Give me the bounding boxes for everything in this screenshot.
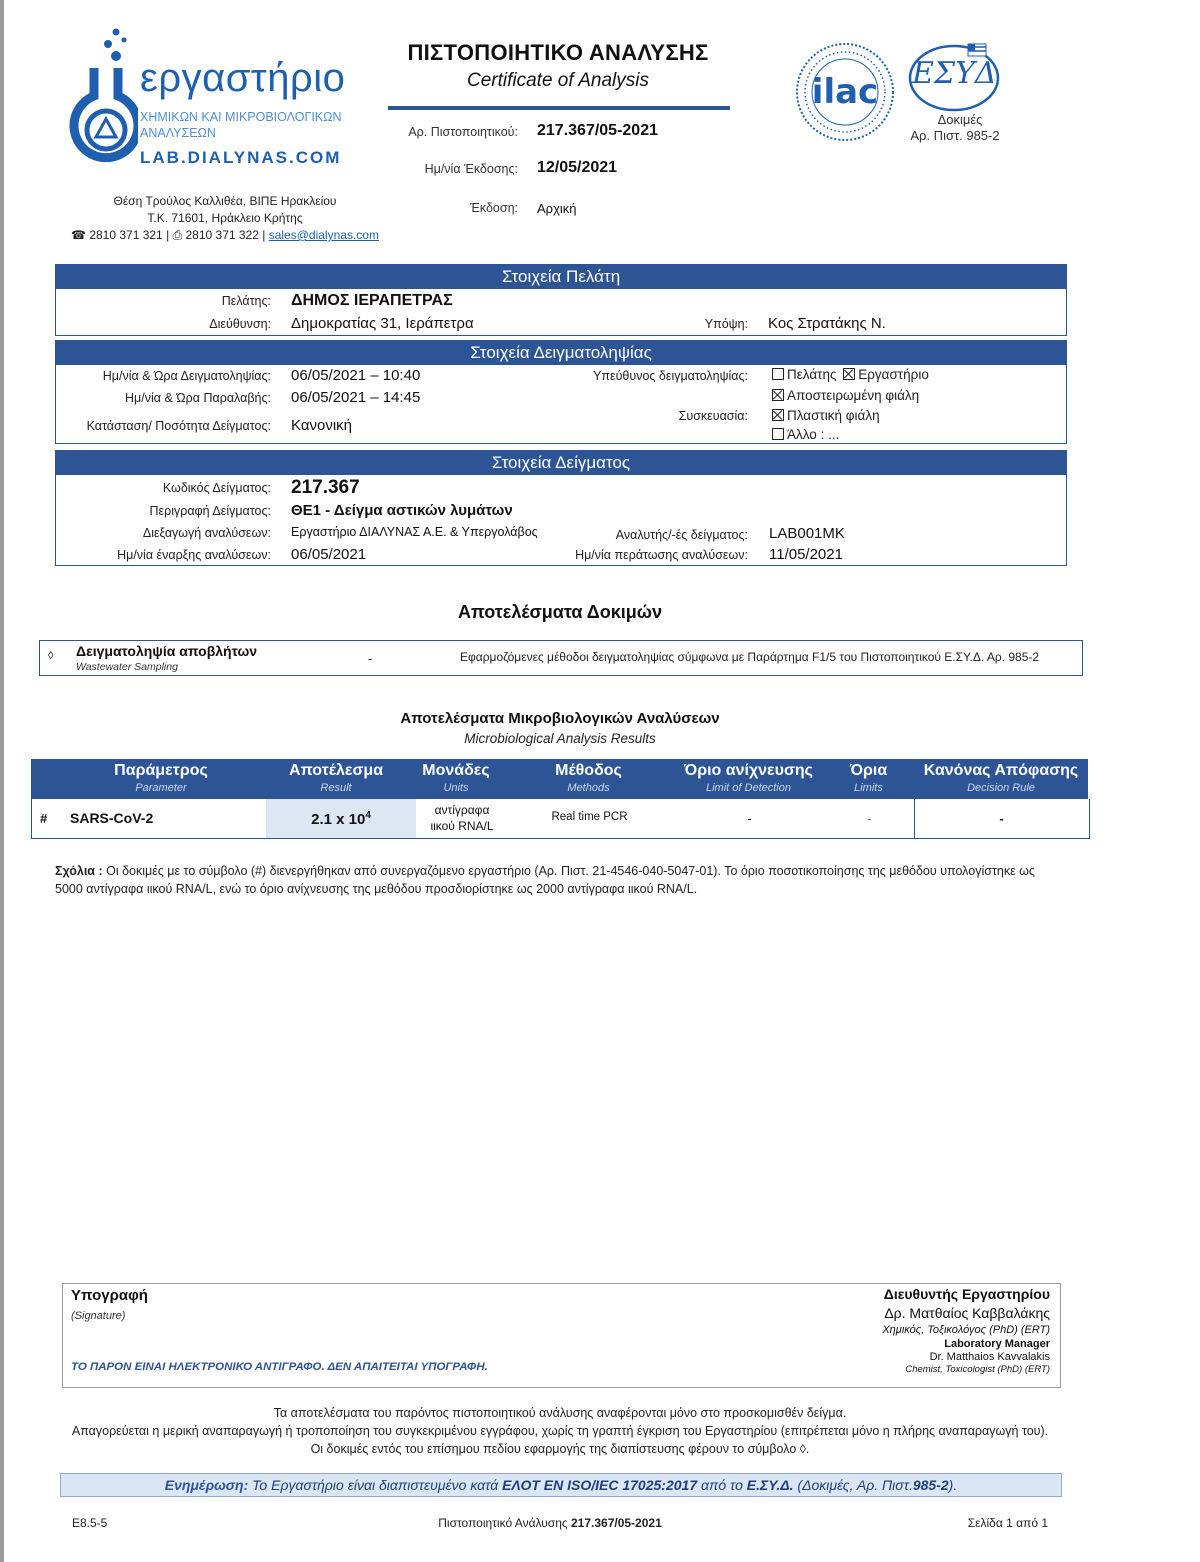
- esyd-logo: [908, 42, 1004, 112]
- footer-center-number: 217.367/05-2021: [571, 1516, 662, 1530]
- attention-label: Υπόψη:: [704, 317, 748, 331]
- esyd-text: ΕΣΥΔ: [912, 56, 997, 91]
- sterile-option: [772, 388, 919, 403]
- signatory-name-en: Dr. Matthaios Kavvalakis: [929, 1351, 1050, 1363]
- sampling-result-row: [39, 640, 1083, 676]
- condition-label: Κατάσταση/ Ποσότητα Δείγματος:: [86, 419, 271, 433]
- lab-logo: [58, 26, 378, 176]
- disclaimer-line-2: Απαγορεύεται η μερική αναπαραγωγή ή τροποποίηση του συγκεκριμένου εγγράφου, χωρίς τη γραπτή έγκριση του Εργαστηρίου (επιτρέπεται μόνο η πλήρης αναπαραγωγή του).: [71, 1424, 1049, 1438]
- signatory-qual: Χημικός, Τοξικολόγος (PhD) (ERT): [882, 1324, 1050, 1336]
- sampling-row-note: Εφαρμοζόμενες μέθοδοι δειγματοληψίας σύμφωνα με Παράρτημα F1/5 του Πιστοποιητικού Ε.ΣΥ.Δ. Αρ. 985-2: [460, 650, 1040, 664]
- opt-sterile-label: Αποστειρωμένη φιάλη: [787, 388, 920, 403]
- address-line-2: Τ.Κ. 71601, Ηράκλειο Κρήτης: [147, 211, 303, 225]
- end-date-value: 11/05/2021: [769, 546, 843, 563]
- footer-page: Σελίδα 1 από 1: [967, 1516, 1048, 1530]
- ilac-logo: [795, 42, 895, 142]
- conduct-value: Εργαστήριο ΔΙΑΛΥΝΑΣ Α.Ε. & Υπεργολάβος: [291, 525, 538, 539]
- row-units: αντίγραφα ιικού RNA/L: [430, 803, 494, 833]
- client-address-value: Δημοκρατίας 31, Ιεράπετρα: [291, 315, 474, 332]
- client-section: [55, 264, 1067, 336]
- ilac-text: ilac: [811, 72, 879, 112]
- signatory-name: Δρ. Ματθαίος Καββαλάκης: [884, 1305, 1050, 1321]
- edition-value: Αρχική: [537, 201, 577, 216]
- sampling-date-label: Ημ/νία & Ώρα Δειγματοληψίας:: [102, 369, 271, 383]
- update-label: Ενημέρωση:: [164, 1477, 249, 1493]
- analyst-label: Αναλυτής/-ές δείγματος:: [615, 528, 748, 542]
- checkbox-plastic[interactable]: [772, 409, 784, 421]
- signature-box: [62, 1283, 1061, 1388]
- sample-section-heading: Στοιχεία Δείγματος: [56, 451, 1066, 475]
- sampling-row-subtitle: Wastewater Sampling: [76, 661, 178, 673]
- receipt-date-label: Ημ/νία & Ώρα Παραλαβής:: [125, 391, 271, 405]
- row-parameter: SARS-CoV-2: [70, 810, 154, 826]
- attention-value: Κος Στρατάκης Ν.: [768, 315, 886, 332]
- row-limits: -: [867, 811, 872, 826]
- update-standard: ΕΛΟΤ ΕΝ ISO/IEC 17025:2017: [502, 1477, 698, 1493]
- col-units: Μονάδες Units: [422, 762, 490, 794]
- cert-no-value: 217.367/05-2021: [537, 122, 658, 139]
- contact-line: ☎ 2810 371 321 | ⎙ 2810 371 322 | sales@dialynas.com: [71, 228, 379, 242]
- checkbox-other[interactable]: [772, 428, 784, 440]
- signatory-role: Διευθυντής Εργαστηρίου: [883, 1286, 1050, 1302]
- signatory: [650, 1286, 1050, 1375]
- results-heading: Αποτελέσματα Δοκιμών: [457, 602, 662, 622]
- accreditation-update-bar: Ενημέρωση: Το Εργαστήριο είναι διαπιστευμένο κατά ΕΛΟΤ ΕΝ ISO/IEC 17025:2017 από το Ε.ΣΥ.Δ. (Δοκιμές, Αρ. Πιστ.985-2).: [60, 1473, 1062, 1497]
- sampling-row-dash: -: [368, 651, 373, 666]
- esyd-caption-1: Δοκιμές: [937, 112, 983, 127]
- issue-date-label: Ημ/νία Έκδοσης:: [424, 162, 518, 176]
- row-mark: #: [40, 811, 48, 826]
- document-title: ΠΙΣΤΟΠΟΙΗΤΙΚΟ ΑΝΑΛΥΣΗΣ: [407, 40, 709, 65]
- sampling-section-heading: Στοιχεία Δειγματοληψίας: [56, 341, 1066, 365]
- result-exponent: 4: [365, 810, 371, 821]
- other-option: [772, 427, 839, 442]
- row-decision: -: [999, 811, 1004, 826]
- table-row: [31, 799, 1090, 839]
- update-cert: 985-2: [912, 1477, 949, 1493]
- col-decision: Κανόνας Απόφασης Decision Rule: [923, 762, 1079, 794]
- sampling-date-value: 06/05/2021 – 10:40: [291, 367, 421, 384]
- col-limits: Όρια Limits: [849, 762, 888, 794]
- sample-code-label: Κωδικός Δείγματος:: [162, 481, 271, 495]
- issue-date-value: 12/05/2021: [537, 159, 618, 176]
- signatory-role-en: Laboratory Manager: [944, 1338, 1050, 1350]
- accredited-marker-icon: ◊: [48, 650, 54, 662]
- disclaimer: [50, 1404, 1070, 1458]
- opt-plastic-label: Πλαστική φιάλη: [787, 408, 880, 423]
- address-line-1: Θέση Τρούλος Καλλιθέα, ΒΙΠΕ Ηρακλείου: [113, 194, 337, 208]
- row-lod: -: [747, 811, 752, 826]
- edition-label: Έκδοση:: [470, 201, 518, 215]
- footer-center: [380, 1516, 720, 1530]
- checkbox-lab[interactable]: [843, 368, 855, 380]
- responsible-options: [772, 367, 929, 382]
- opt-client-label: Πελάτης: [787, 367, 837, 382]
- client-section-heading: Στοιχεία Πελάτη: [56, 265, 1066, 289]
- micro-results-subtitle: Microbiological Analysis Results: [464, 731, 656, 746]
- signature-subtitle: (Signature): [71, 1310, 126, 1322]
- client-value: ΔΗΜΟΣ ΙΕΡΑΠΕΤΡΑΣ: [291, 292, 453, 309]
- conduct-label: Διεξαγωγή αναλύσεων:: [142, 526, 271, 540]
- responsible-label: Υπεύθυνος δειγματοληψίας:: [593, 369, 748, 383]
- client-label: Πελάτης:: [221, 294, 271, 308]
- opt-lab-label: Εργαστήριο: [858, 367, 929, 382]
- results-table-header: [31, 759, 1088, 799]
- email-link[interactable]: sales@dialynas.com: [268, 228, 379, 242]
- lab-address: [50, 193, 400, 244]
- result-base: 2.1 x 10: [311, 811, 366, 828]
- condition-value: Κανονική: [291, 417, 353, 434]
- phone-icon: ☎: [71, 228, 86, 242]
- sampling-row-title: Δειγματοληψία αποβλήτων: [76, 643, 258, 659]
- row-result: [266, 810, 416, 828]
- col-parameter: Παράμετρος Parameter: [114, 762, 208, 794]
- micro-results-title: Αποτελέσματα Μικροβιολογικών Αναλύσεων: [400, 710, 720, 727]
- opt-other-label: Άλλο : ...: [787, 427, 840, 442]
- notes: [55, 862, 1055, 898]
- title-divider: [388, 106, 730, 110]
- row-method: Real time PCR: [551, 811, 628, 823]
- plastic-option: [772, 408, 880, 423]
- fax-number: 2810 371 322: [185, 228, 259, 242]
- disclaimer-line-1: Τα αποτελέσματα του παρόντος πιστοποιητικού ανάλυσης αναφέρονται μόνο στο προσκομισθέν δείγμα.: [273, 1406, 847, 1420]
- packaging-label: Συσκευασία:: [678, 409, 748, 423]
- notes-label: Σχόλια :: [55, 864, 103, 878]
- fax-icon: ⎙: [172, 228, 183, 242]
- col-result: Αποτέλεσμα Result: [288, 762, 384, 794]
- footer-code: E8.5-5: [72, 1516, 108, 1530]
- notes-text: Οι δοκιμές με το σύμβολο (#) διενεργήθηκαν από συνεργαζόμενο εργαστήριο (Αρ. Πιστ. 21-4546-040-5047-01). Το όριο ποσοτικοποίησης της μεθόδου υπολογίστηκε ως 5000 αντίγραφα ιικού RNA/L, ενώ το όριο ανίχνευσης της μεθόδου προσδιορίστηκε ως 2000 αντίγραφα ιικού RNA/L.: [55, 864, 1035, 896]
- disclaimer-line-3: Οι δοκιμές εντός του επίσημου πεδίου εφαρμογής της διαπίστευσης φέρουν το σύμβολο ◊.: [310, 1442, 810, 1456]
- logo-subtitle-1: ΧΗΜΙΚΩΝ ΚΑΙ ΜΙΚΡΟΒΙΟΛΟΓΙΚΩΝ: [140, 110, 342, 124]
- flask-logo-icon: [58, 26, 138, 176]
- cert-no-label: Αρ. Πιστοποιητικού:: [408, 125, 518, 139]
- start-date-label: Ημ/νία έναρξης αναλύσεων:: [117, 548, 271, 562]
- page-edge: [0, 0, 4, 1562]
- receipt-date-value: 06/05/2021 – 14:45: [291, 389, 421, 406]
- start-date-value: 06/05/2021: [291, 546, 367, 563]
- col-lod: Όριο ανίχνευσης Limit of Detection: [684, 762, 813, 794]
- signature-title: Υπογραφή: [71, 1287, 148, 1304]
- checkbox-client[interactable]: [772, 368, 784, 380]
- update-body: Ε.ΣΥ.Δ.: [746, 1477, 794, 1493]
- sampling-section: [55, 340, 1067, 444]
- sample-desc-value: ΘΕ1 - Δείγμα αστικών λυμάτων: [291, 502, 513, 519]
- signatory-qual-en: Chemist, Toxicologist (PhD) (ERT): [905, 1364, 1050, 1375]
- footer-center-label: Πιστοποιητικό Ανάλυσης: [438, 1516, 568, 1530]
- col-method: Μέθοδος Methods: [555, 762, 622, 794]
- client-address-label: Διεύθυνση:: [209, 317, 271, 331]
- logo-url[interactable]: LAB.DIALYNAS.COM: [140, 148, 342, 167]
- sample-desc-label: Περιγραφή Δείγματος:: [149, 504, 271, 518]
- sample-code-value: 217.367: [291, 477, 360, 498]
- document-subtitle: Certificate of Analysis: [467, 70, 649, 91]
- esyd-caption-2: Αρ. Πιστ. 985-2: [910, 128, 1000, 143]
- logo-wordmark: εργαστήριο: [140, 56, 346, 100]
- analyst-value: LAB001MK: [769, 525, 845, 542]
- checkbox-sterile[interactable]: [772, 389, 784, 401]
- logo-subtitle-2: ΑΝΑΛΥΣΕΩΝ: [140, 126, 216, 140]
- electronic-copy-notice: ΤΟ ΠΑΡΟΝ ΕΙΝΑΙ ΗΛΕΚΤΡΟΝΙΚΟ ΑΝΤΙΓΡΑΦΟ. ΔΕΝ ΑΠΑΙΤΕΙΤΑΙ ΥΠΟΓΡΑΦΗ.: [71, 1361, 488, 1373]
- end-date-label: Ημ/νία περάτωσης αναλύσεων:: [575, 548, 748, 562]
- sample-section: [55, 450, 1067, 566]
- phone-number: 2810 371 321: [89, 228, 163, 242]
